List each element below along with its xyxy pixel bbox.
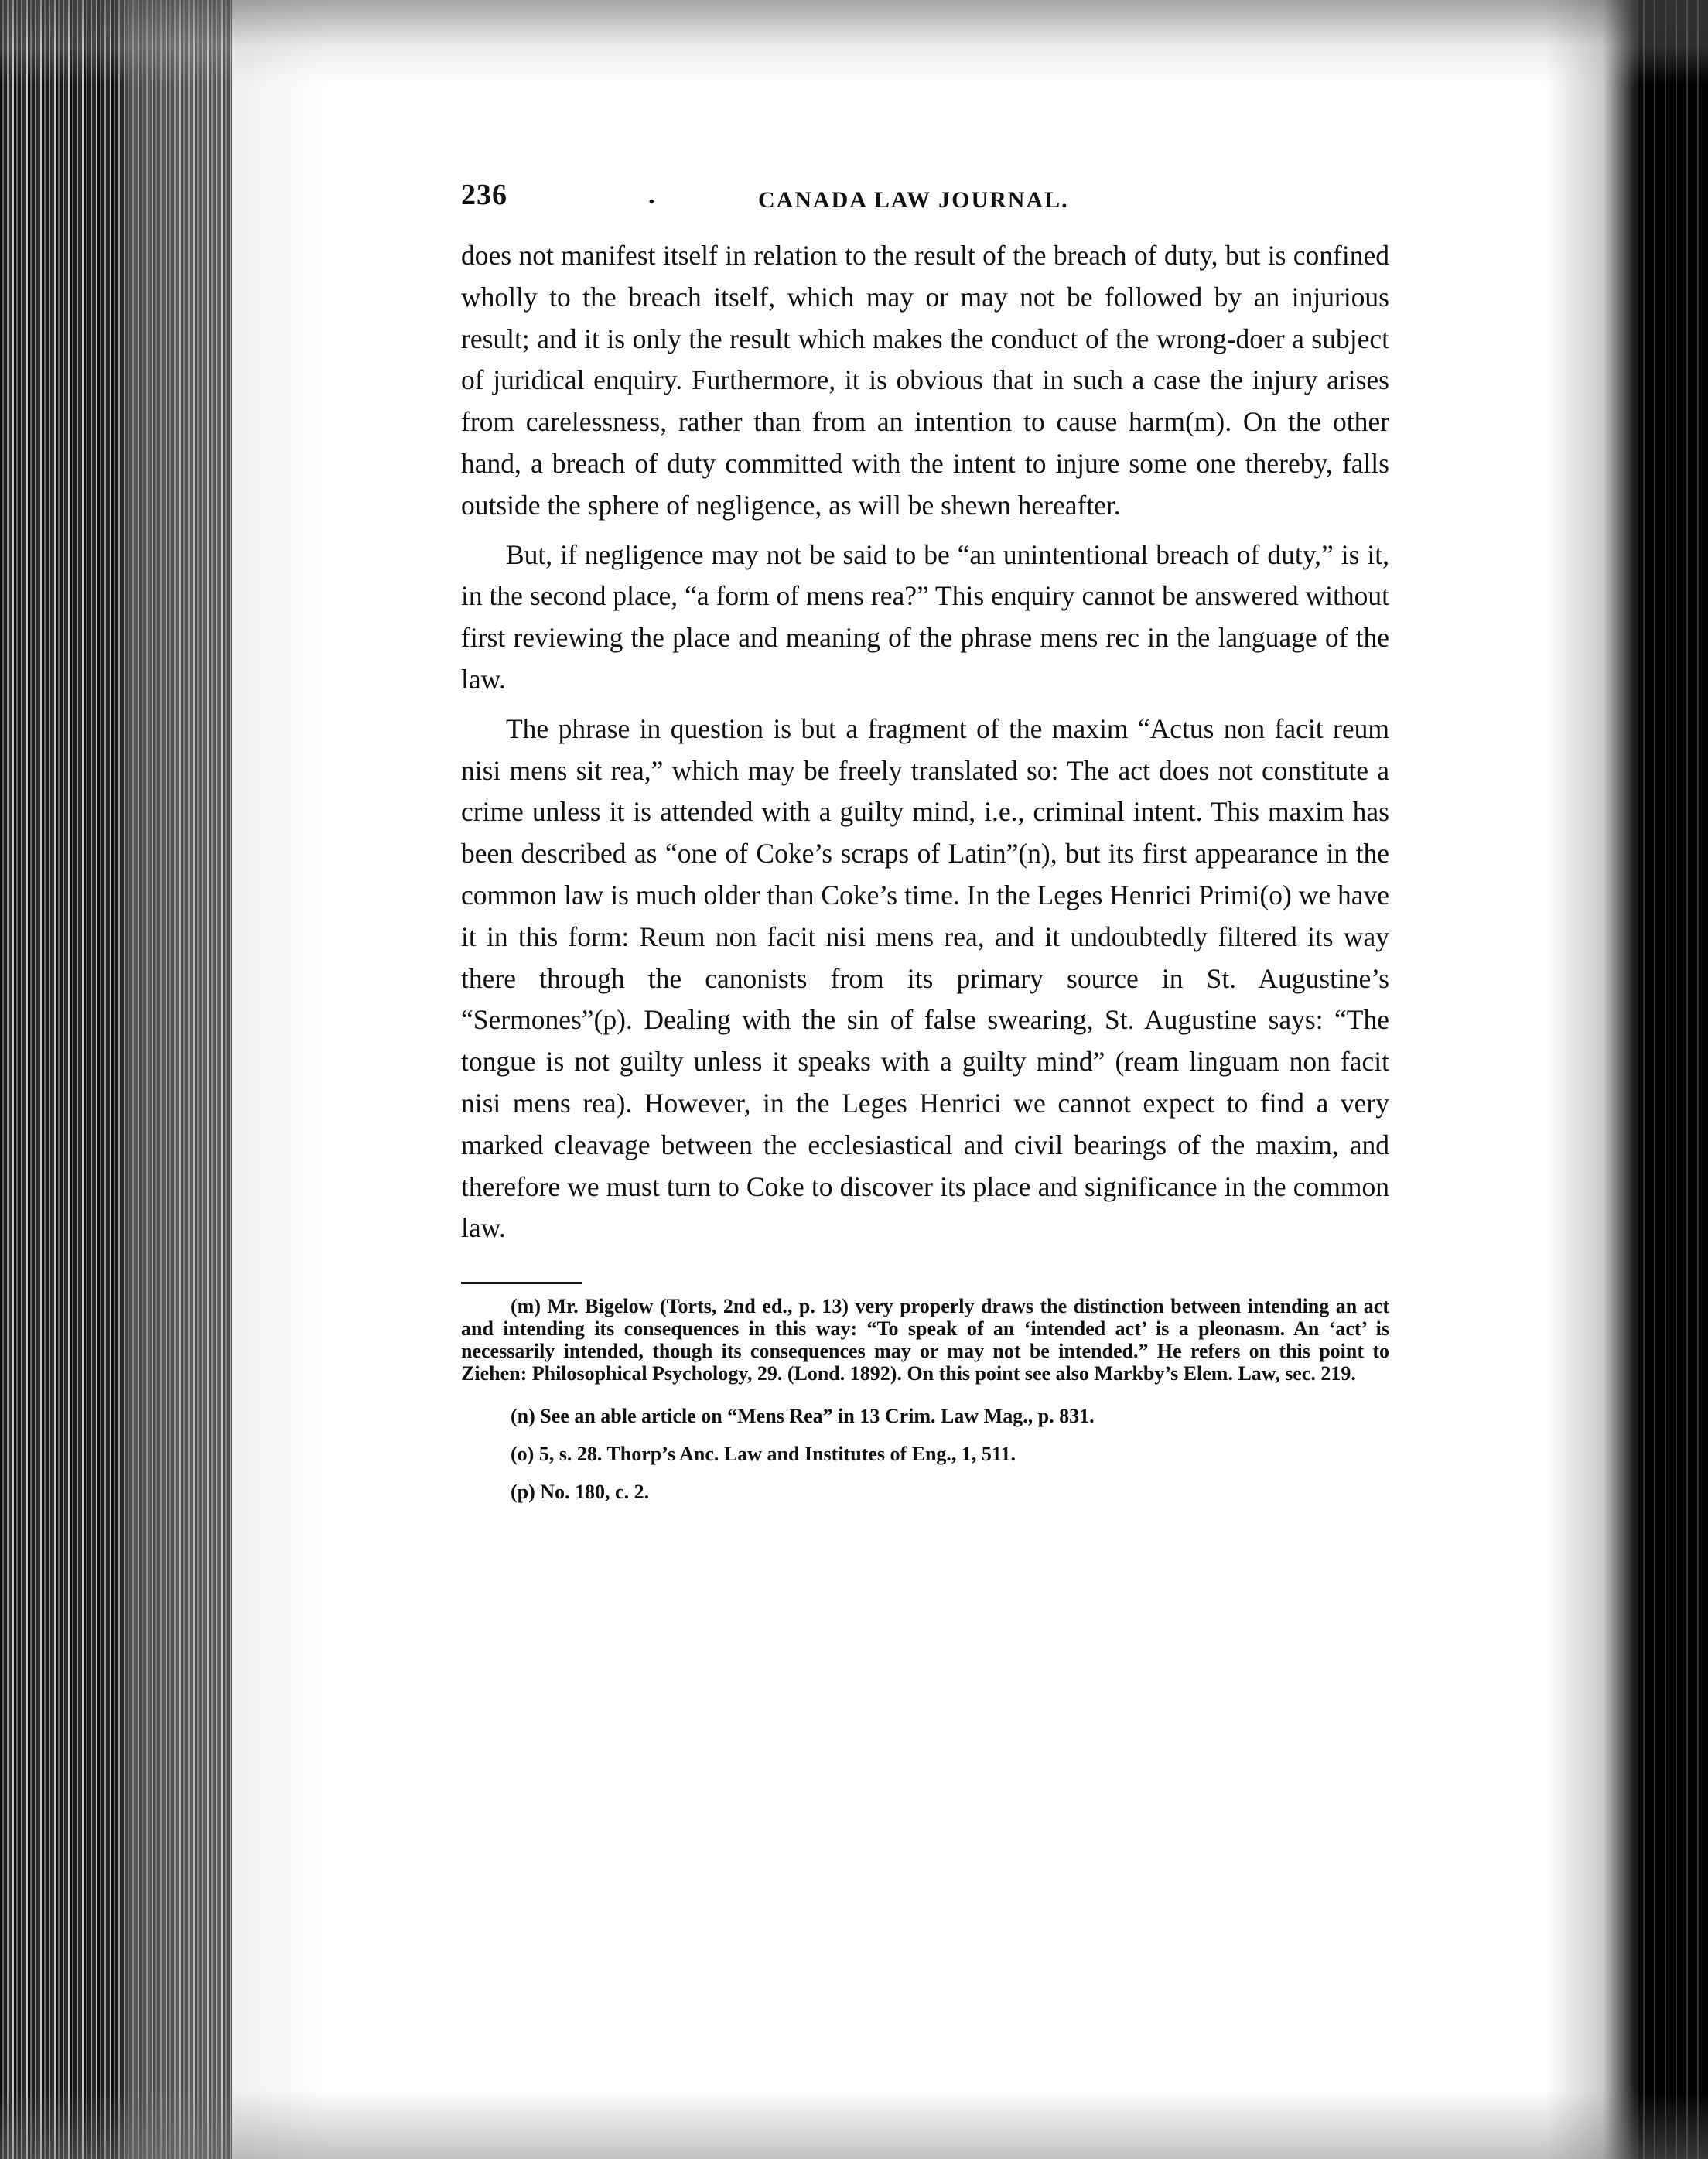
paragraph-2: But, if negligence may not be said to be “an unintentional breach of duty,” is it, in the second place, “a form of mens rea?” This enquiry cannot be answered without first reviewing the place and meaning of the phrase mens rec in the language of the law. xyxy=(461,538,1389,695)
running-head xyxy=(461,178,1389,224)
footnote-p: (p) No. 180, c. 2. xyxy=(511,1481,650,1504)
page xyxy=(461,178,1389,1518)
journal-title: CANADA LAW JOURNAL. xyxy=(758,187,1069,213)
header-separator: . xyxy=(648,181,655,210)
footnotes xyxy=(461,1295,1389,1503)
footnote-o: (o) 5, s. 28. Thorp’s Anc. Law and Institutes of Eng., 1, 511. xyxy=(511,1443,1016,1466)
scan-edge-bottom xyxy=(0,2089,1708,2159)
paragraph-3: The phrase in question is but a fragment of the maxim “Actus non facit reum nisi mens sit rea,” which may be freely translated so: The act does not constitute a crime unless it is attended with a guilty mind, i.e., criminal intent. This maxim has been described as “one of Coke’s scraps of Latin”(n), but its first appearance in the common law is much older than Coke’s time. In the Leges Henrici Primi(o) we have it in this form: Reum non facit nisi mens rea, and it undoubtedly filtered its way there through the canonists from its primary source in St. Augustine’s “Sermones”(p). Dealing with the sin of false swearing, St. Augustine says: “The tongue is not guilty unless it speaks with a guilty mind” (ream linguam non facit nisi mens rea). However, in the Leges Henrici we cannot expect to find a very marked cleavage between the ecclesiastical and civil bearings of the maxim, and therefore we must turn to Coke to discover its place and significance in the common law. xyxy=(461,712,1389,1244)
footnote-m: (m) Mr. Bigelow (Torts, 2nd ed., p. 13) very properly draws the distinction between intending an act and intending its consequences in this way: “To speak of an ‘intended act’ is a pleonasm. An ‘act’ is necessarily intended, though its consequences may or may not be intended.” He refers on this point to Ziehen: Philosophical Psychology, 29. (Lond. 1892). On this point see also Markby’s Elem. Law, sec. 219. xyxy=(461,1295,1389,1385)
paragraph-1: does not manifest itself in relation to the result of the breach of duty, but is confined wholly to the breach itself, which may or may not be followed by an injurious result; and it is only the result which makes the conduct of the wrong-doer a subject of juridical enquiry. Furthermore, it is obvious that in such a case the injury arises from carelessness, rather than from an intention to cause harm(m). On the other hand, a breach of duty committed with the intent to injure some one thereby, falls outside the sphere of negligence, as will be shewn hereafter. xyxy=(461,240,1389,521)
scan-binding-right xyxy=(1638,0,1708,2159)
body-text xyxy=(461,235,1389,1249)
footnote-n: (n) See an able article on “Mens Rea” in 13 Crim. Law Mag., p. 831. xyxy=(511,1405,1095,1428)
scan-shadow-left xyxy=(124,0,325,2159)
footnote-rule xyxy=(461,1282,582,1284)
scan-edge-top xyxy=(0,0,1708,85)
page-number: 236 xyxy=(461,179,507,211)
